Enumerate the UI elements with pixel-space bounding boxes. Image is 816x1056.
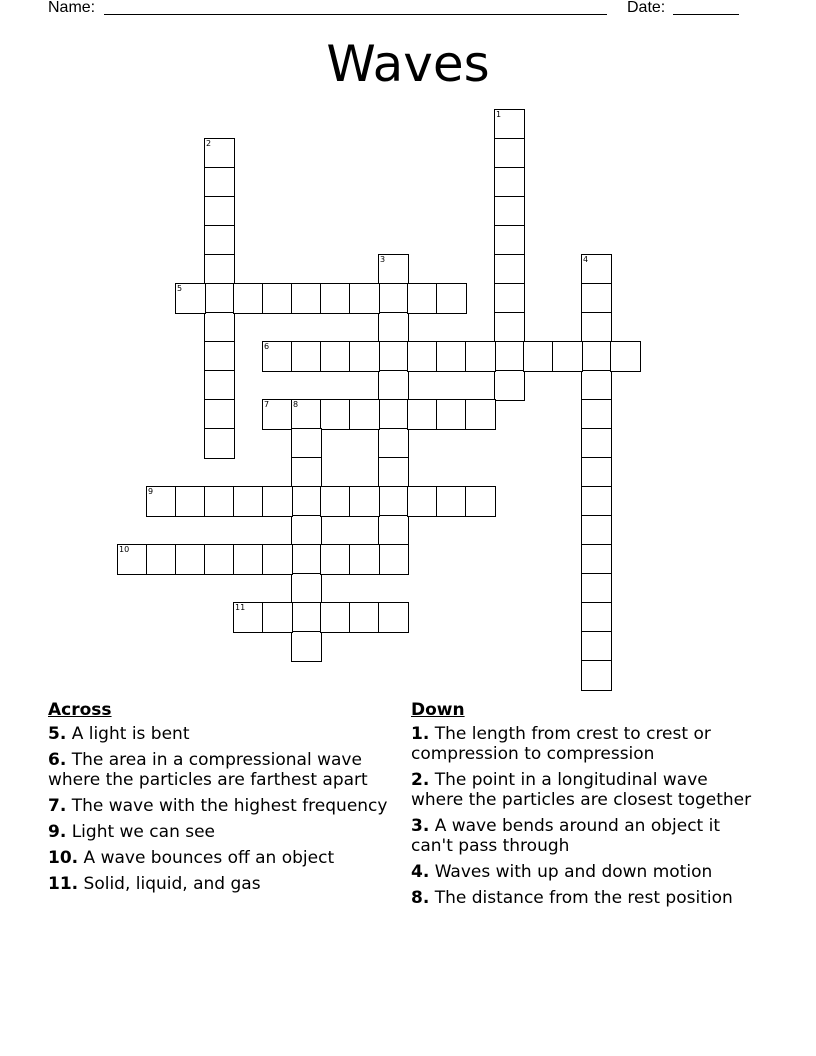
down-clue [411, 888, 763, 908]
crossword-cell[interactable] [378, 602, 409, 633]
crossword-cell[interactable] [378, 486, 409, 517]
crossword-cell[interactable] [262, 341, 293, 372]
across-clue [48, 750, 400, 790]
crossword-cell[interactable] [262, 283, 293, 314]
clue-text: A light is bent [71, 724, 190, 744]
clue-number: 1. [411, 724, 430, 744]
crossword-cell[interactable] [494, 167, 525, 198]
crossword-cell[interactable] [291, 457, 322, 488]
down-clue [411, 862, 763, 882]
crossword-cell[interactable] [291, 602, 322, 633]
crossword-cell[interactable] [378, 457, 409, 488]
clue-number-label: 10 [119, 545, 130, 554]
crossword-cell[interactable] [204, 196, 235, 227]
clue-text: Solid, liquid, and gas [83, 874, 261, 894]
clue-number: 8. [411, 888, 430, 908]
crossword-cell[interactable] [581, 370, 612, 401]
crossword-cell[interactable] [581, 341, 612, 372]
crossword-cell[interactable] [465, 399, 496, 430]
crossword-cell[interactable] [204, 428, 235, 459]
crossword-cell[interactable] [581, 544, 612, 575]
crossword-cell[interactable] [320, 283, 351, 314]
crossword-cell[interactable] [581, 660, 612, 691]
crossword-cell[interactable] [204, 341, 235, 372]
crossword-cell[interactable] [291, 341, 322, 372]
crossword-cell[interactable] [204, 138, 235, 169]
crossword-cell[interactable] [204, 312, 235, 343]
crossword-cell[interactable] [349, 341, 380, 372]
clue-number-label: 11 [235, 603, 246, 612]
clue-number-label: 7 [264, 400, 270, 409]
crossword-cell[interactable] [407, 399, 438, 430]
crossword-cell[interactable] [320, 341, 351, 372]
crossword-cell[interactable] [581, 254, 612, 285]
crossword-cell[interactable] [378, 283, 409, 314]
clue-number: 7. [48, 796, 67, 816]
crossword-cell[interactable] [204, 486, 235, 517]
crossword-cell[interactable] [204, 283, 235, 314]
crossword-cell[interactable] [465, 341, 496, 372]
crossword-cell[interactable] [407, 283, 438, 314]
crossword-cell[interactable] [146, 486, 177, 517]
crossword-cell[interactable] [204, 544, 235, 575]
down-clue [411, 770, 763, 810]
crossword-cell[interactable] [291, 573, 322, 604]
clue-number: 3. [411, 816, 430, 836]
crossword-cell[interactable] [204, 254, 235, 285]
across-heading: Across [48, 700, 112, 720]
crossword-cell[interactable] [494, 370, 525, 401]
clue-number-label: 9 [148, 487, 154, 496]
crossword-cell[interactable] [581, 428, 612, 459]
crossword-cell[interactable] [291, 486, 322, 517]
crossword-cell[interactable] [291, 515, 322, 546]
across-clues [48, 700, 400, 900]
crossword-cell[interactable] [581, 399, 612, 430]
crossword-cell[interactable] [581, 486, 612, 517]
crossword-cell[interactable] [320, 399, 351, 430]
across-clue [48, 724, 400, 744]
crossword-cell[interactable] [494, 254, 525, 285]
clue-number-label: 4 [583, 255, 589, 264]
crossword-cell[interactable] [378, 254, 409, 285]
clue-text: Waves with up and down motion [434, 862, 713, 882]
crossword-cell[interactable] [349, 544, 380, 575]
clue-text: The wave with the highest frequency [71, 796, 388, 816]
crossword-cell[interactable] [233, 283, 264, 314]
across-clue [48, 874, 400, 894]
crossword-cell[interactable] [378, 544, 409, 575]
clue-number: 11. [48, 874, 79, 894]
across-clue [48, 822, 400, 842]
crossword-cell[interactable] [581, 312, 612, 343]
down-clues [411, 700, 763, 914]
clue-text: A wave bounces off an object [83, 848, 335, 868]
crossword-cell[interactable] [233, 486, 264, 517]
crossword-cell[interactable] [581, 283, 612, 314]
crossword-cell[interactable] [262, 544, 293, 575]
puzzle-title: Waves [326, 35, 490, 93]
crossword-cell[interactable] [320, 486, 351, 517]
crossword-cell[interactable] [291, 428, 322, 459]
crossword-cell[interactable] [349, 283, 380, 314]
crossword-cell[interactable] [378, 399, 409, 430]
crossword-cell[interactable] [378, 312, 409, 343]
crossword-cell[interactable] [233, 544, 264, 575]
clue-number-label: 8 [293, 400, 299, 409]
clue-number-label: 3 [380, 255, 386, 264]
clue-text: The distance from the rest position [434, 888, 733, 908]
crossword-cell[interactable] [146, 544, 177, 575]
crossword-cell[interactable] [291, 283, 322, 314]
crossword-cell[interactable] [291, 631, 322, 662]
crossword-cell[interactable] [581, 573, 612, 604]
across-clue [48, 848, 400, 868]
down-heading: Down [411, 700, 465, 720]
clue-text: The point in a longitudinal wave where the particles are closest together [411, 770, 752, 810]
crossword-cell[interactable] [436, 341, 467, 372]
across-clue [48, 796, 400, 816]
crossword-cell[interactable] [610, 341, 641, 372]
crossword-cell[interactable] [581, 631, 612, 662]
clue-text: The length from crest to crest or compression to compression [411, 724, 711, 764]
crossword-cell[interactable] [407, 486, 438, 517]
crossword-cell[interactable] [320, 602, 351, 633]
crossword-cell[interactable] [233, 602, 264, 633]
crossword-cell[interactable] [552, 341, 583, 372]
crossword-cell[interactable] [117, 544, 148, 575]
crossword-cell[interactable] [581, 515, 612, 546]
crossword-cell[interactable] [349, 486, 380, 517]
crossword-cell[interactable] [523, 341, 554, 372]
crossword-cell[interactable] [204, 399, 235, 430]
clue-number: 9. [48, 822, 67, 842]
crossword-cell[interactable] [204, 370, 235, 401]
crossword-cell[interactable] [494, 312, 525, 343]
date-label: Date: [627, 0, 666, 16]
crossword-cell[interactable] [175, 486, 206, 517]
crossword-cell[interactable] [407, 341, 438, 372]
crossword-cell[interactable] [291, 399, 322, 430]
crossword-cell[interactable] [494, 109, 525, 140]
crossword-cell[interactable] [320, 544, 351, 575]
crossword-cell[interactable] [291, 544, 322, 575]
crossword-cell[interactable] [378, 428, 409, 459]
crossword-cell[interactable] [262, 399, 293, 430]
clue-text: Light we can see [71, 822, 216, 842]
crossword-cell[interactable] [204, 225, 235, 256]
clue-number: 5. [48, 724, 67, 744]
clue-text: The area in a compressional wave where the particles are farthest apart [48, 750, 368, 790]
crossword-cell[interactable] [436, 486, 467, 517]
crossword-cell[interactable] [494, 138, 525, 169]
clue-number: 2. [411, 770, 430, 790]
clue-text: A wave bends around an object it can't pass through [411, 816, 721, 856]
crossword-cell[interactable] [494, 341, 525, 372]
crossword-cell[interactable] [262, 602, 293, 633]
clue-number-label: 5 [177, 284, 183, 293]
crossword-cell[interactable] [494, 225, 525, 256]
clue-number-label: 2 [206, 139, 212, 148]
crossword-cell[interactable] [378, 341, 409, 372]
crossword-cell[interactable] [581, 602, 612, 633]
crossword-cell[interactable] [465, 486, 496, 517]
crossword-cell[interactable] [349, 602, 380, 633]
crossword-cell[interactable] [436, 399, 467, 430]
crossword-cell[interactable] [175, 544, 206, 575]
crossword-cell[interactable] [378, 370, 409, 401]
down-clue [411, 816, 763, 856]
crossword-cell[interactable] [262, 486, 293, 517]
down-clue [411, 724, 763, 764]
crossword-cell[interactable] [581, 457, 612, 488]
clue-number-label: 6 [264, 342, 270, 351]
crossword-cell[interactable] [494, 283, 525, 314]
crossword-cell[interactable] [436, 283, 467, 314]
crossword-cell[interactable] [378, 515, 409, 546]
clue-number: 6. [48, 750, 67, 770]
clue-number: 10. [48, 848, 79, 868]
name-label: Name: [48, 0, 96, 16]
clue-number-label: 1 [496, 110, 502, 119]
clue-number: 4. [411, 862, 430, 882]
crossword-cell[interactable] [204, 167, 235, 198]
crossword-cell[interactable] [494, 196, 525, 227]
crossword-cell[interactable] [175, 283, 206, 314]
crossword-cell[interactable] [349, 399, 380, 430]
